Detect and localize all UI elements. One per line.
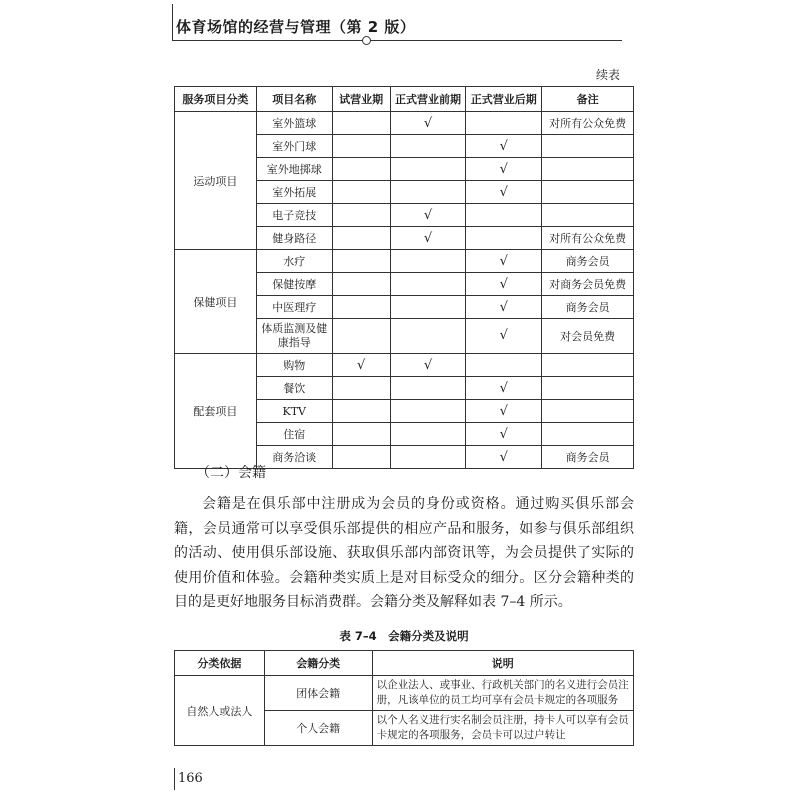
late-period-check-cell (466, 354, 542, 377)
late-period-check-cell (466, 112, 542, 135)
item-name-cell: 室外拓展 (256, 181, 332, 204)
early-period-check-cell: √ (390, 112, 466, 135)
continued-label: 续表 (596, 68, 621, 82)
membership-description: 以个人名义进行实名制会员注册，持卡人可以享有会员卡规定的各项服务，会员卡可以过户转让 (372, 711, 633, 746)
table-caption: 表 7–4 会籍分类及说明 (339, 629, 469, 643)
early-period-check-cell (390, 446, 466, 469)
trial-period-check-cell (332, 319, 390, 354)
trial-period-check-cell (332, 273, 390, 296)
trial-period-check-cell (332, 181, 390, 204)
header-ornament-icon (362, 36, 371, 45)
note-cell: 商务会员 (542, 296, 634, 319)
table-row (175, 112, 634, 135)
early-period-check-cell (390, 181, 466, 204)
category-cell: 运动项目 (175, 112, 257, 250)
late-period-check-cell: √ (466, 319, 542, 354)
classification-basis: 自然人或法人 (175, 676, 265, 746)
trial-period-check-cell (332, 250, 390, 273)
column-header: 正式营业前期 (390, 87, 466, 112)
membership-description: 以企业法人、或事业、行政机关部门的名义进行会员注册，凡该单位的员工均可享有会员卡规定的各项服务 (372, 676, 633, 711)
trial-period-check-cell (332, 377, 390, 400)
item-name-cell: 室外门球 (256, 135, 332, 158)
item-name-cell: KTV (256, 400, 332, 423)
trial-period-check-cell (332, 400, 390, 423)
note-cell: 对所有公众免费 (542, 112, 634, 135)
early-period-check-cell: √ (390, 227, 466, 250)
late-period-check-cell: √ (466, 296, 542, 319)
note-cell (542, 181, 634, 204)
table-row (175, 250, 634, 273)
item-name-cell: 室外地掷球 (256, 158, 332, 181)
note-cell (542, 204, 634, 227)
item-name-cell: 水疗 (256, 250, 332, 273)
early-period-check-cell: √ (390, 204, 466, 227)
trial-period-check-cell (332, 296, 390, 319)
item-name-cell: 餐饮 (256, 377, 332, 400)
early-period-check-cell (390, 400, 466, 423)
late-period-check-cell: √ (466, 158, 542, 181)
column-header: 说明 (372, 651, 633, 676)
body-paragraph: 会籍是在俱乐部中注册成为会员的身份或资格。通过购买俱乐部会籍，会员通常可以享受俱乐部提供的相应产品和服务，如参与俱乐部组织的活动、使用俱乐部设施、获取俱乐部内部资讯等，为会员提供了实际的使用价值和体验。会籍种类实质上是对目标受众的细分。区分会籍种类的目的是更好地服务目标消费群。会籍分类及解释如表 7–4 所示。 (174, 496, 634, 610)
item-name-cell: 健身路径 (256, 227, 332, 250)
late-period-check-cell: √ (466, 181, 542, 204)
membership-table (174, 650, 634, 746)
early-period-check-cell (390, 273, 466, 296)
table-row (175, 676, 634, 711)
trial-period-check-cell (332, 158, 390, 181)
item-name-cell: 室外篮球 (256, 112, 332, 135)
late-period-check-cell: √ (466, 273, 542, 296)
note-cell (542, 423, 634, 446)
note-cell (542, 400, 634, 423)
note-cell: 对会员免费 (542, 319, 634, 354)
late-period-check-cell: √ (466, 423, 542, 446)
page-number-rule (174, 768, 175, 790)
column-header: 会籍分类 (264, 651, 372, 676)
section-heading: （二）会籍 (196, 465, 266, 481)
early-period-check-cell (390, 135, 466, 158)
trial-period-check-cell (332, 227, 390, 250)
item-name-cell: 购物 (256, 354, 332, 377)
header-rule-vertical (172, 4, 173, 40)
service-items-table (174, 86, 634, 469)
early-period-check-cell (390, 296, 466, 319)
note-cell: 对商务会员免费 (542, 273, 634, 296)
note-cell (542, 354, 634, 377)
late-period-check-cell: √ (466, 135, 542, 158)
late-period-check-cell: √ (466, 250, 542, 273)
note-cell (542, 135, 634, 158)
note-cell: 商务会员 (542, 250, 634, 273)
item-name-cell: 商务洽谈 (256, 446, 332, 469)
column-header: 项目名称 (256, 87, 332, 112)
column-header: 正式营业后期 (466, 87, 542, 112)
early-period-check-cell (390, 250, 466, 273)
trial-period-check-cell (332, 446, 390, 469)
note-cell: 商务会员 (542, 446, 634, 469)
early-period-check-cell (390, 319, 466, 354)
late-period-check-cell: √ (466, 377, 542, 400)
item-name-cell: 体质监测及健康指导 (256, 319, 332, 354)
early-period-check-cell (390, 158, 466, 181)
table-header-row (175, 87, 634, 112)
trial-period-check-cell: √ (332, 354, 390, 377)
page-header-title: 体育场馆的经营与管理（第 2 版） (176, 18, 416, 36)
trial-period-check-cell (332, 135, 390, 158)
category-cell: 保健项目 (175, 250, 257, 354)
column-header: 服务项目分类 (175, 87, 257, 112)
late-period-check-cell (466, 227, 542, 250)
item-name-cell: 保健按摩 (256, 273, 332, 296)
trial-period-check-cell (332, 423, 390, 446)
early-period-check-cell (390, 377, 466, 400)
column-header: 备注 (542, 87, 634, 112)
page-number: 166 (178, 771, 203, 786)
item-name-cell: 电子竞技 (256, 204, 332, 227)
header-rule (172, 40, 622, 41)
table-header-row (175, 651, 634, 676)
table-row (175, 354, 634, 377)
trial-period-check-cell (332, 112, 390, 135)
column-header: 试营业期 (332, 87, 390, 112)
category-cell: 配套项目 (175, 354, 257, 469)
column-header: 分类依据 (175, 651, 265, 676)
late-period-check-cell: √ (466, 446, 542, 469)
trial-period-check-cell (332, 204, 390, 227)
late-period-check-cell: √ (466, 400, 542, 423)
item-name-cell: 住宿 (256, 423, 332, 446)
late-period-check-cell (466, 204, 542, 227)
early-period-check-cell: √ (390, 354, 466, 377)
membership-type: 团体会籍 (264, 676, 372, 711)
item-name-cell: 中医理疗 (256, 296, 332, 319)
note-cell (542, 158, 634, 181)
membership-type: 个人会籍 (264, 711, 372, 746)
note-cell (542, 377, 634, 400)
note-cell: 对所有公众免费 (542, 227, 634, 250)
early-period-check-cell (390, 423, 466, 446)
